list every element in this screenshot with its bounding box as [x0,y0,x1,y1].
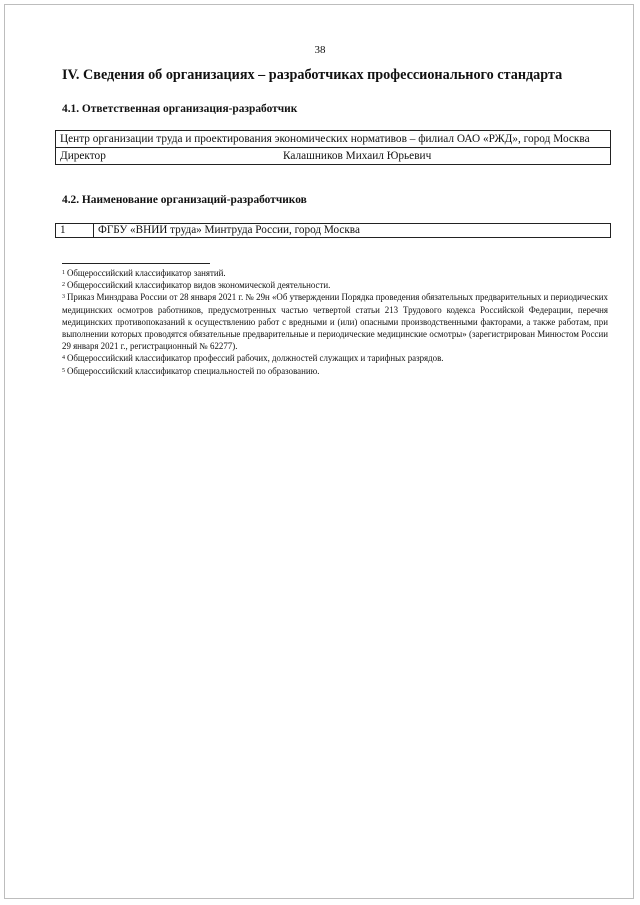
developer-name: ФГБУ «ВНИИ труда» Минтруда России, город Москва [94,224,611,238]
footnote-mark: 3 [62,294,65,301]
footnote-mark: 5 [62,367,65,374]
director-row [56,148,611,165]
footnote-text: Приказ Минздрава России от 28 января 2021 г. № 29н «Об утверждении Порядка проведения обязательных предварительных и периодических медицинских осмотров работников, предусмотренных частью четвертой статьи 213 Трудового кодекса Российской Федерации, перечня медицинских противопоказаний к осуществлению работ с вредными и (или) опасными производственными факторами, а также работам, при выполнении которых проводятся обязательные предварительные и периодические медицинские осмотры» (зарегистрирован Минюстом России 29 января 2021 г., регистрационный № 62277). [62,292,608,352]
footnote-mark: 1 [62,270,65,276]
footnote-text: Общероссийский классификатор профессий рабочих, должностей служащих и тарифных разрядов. [67,353,444,364]
developer-row [56,224,611,238]
footnote-item [62,291,608,352]
footnote-mark: 2 [62,282,65,289]
footnote-mark: 4 [62,355,65,362]
footnote-item [62,365,608,377]
director-name: Калашников Михаил Юрьевич [279,148,611,165]
footnote-text: Общероссийский классификатор занятий. [67,268,226,278]
section-title: IV. Сведения об организациях – разработчиках профессионального стандарта [62,67,563,83]
developers-heading: 4.2. Наименование организаций-разработчиков [62,194,307,206]
footnote-text: Общероссийский классификатор специальностей по образованию. [67,365,320,376]
responsible-org-heading: 4.1. Ответственная организация-разработчик [62,103,298,115]
responsible-org-table [55,130,611,165]
footnotes [62,267,608,377]
footnote-item [62,279,608,291]
footnote-separator [62,263,210,264]
footnote-item [62,267,608,279]
developer-number: 1 [56,224,94,238]
director-position: Директор [56,148,280,165]
developers-table [55,223,611,238]
footnote-text: Общероссийский классификатор видов экономической деятельности. [67,280,331,291]
org-name-cell: Центр организации труда и проектирования экономических нормативов – филиал ОАО «РЖД», город Москва [56,131,611,148]
page-number: 38 [314,44,326,56]
footnote-item [62,352,608,364]
org-name-row [56,131,611,148]
